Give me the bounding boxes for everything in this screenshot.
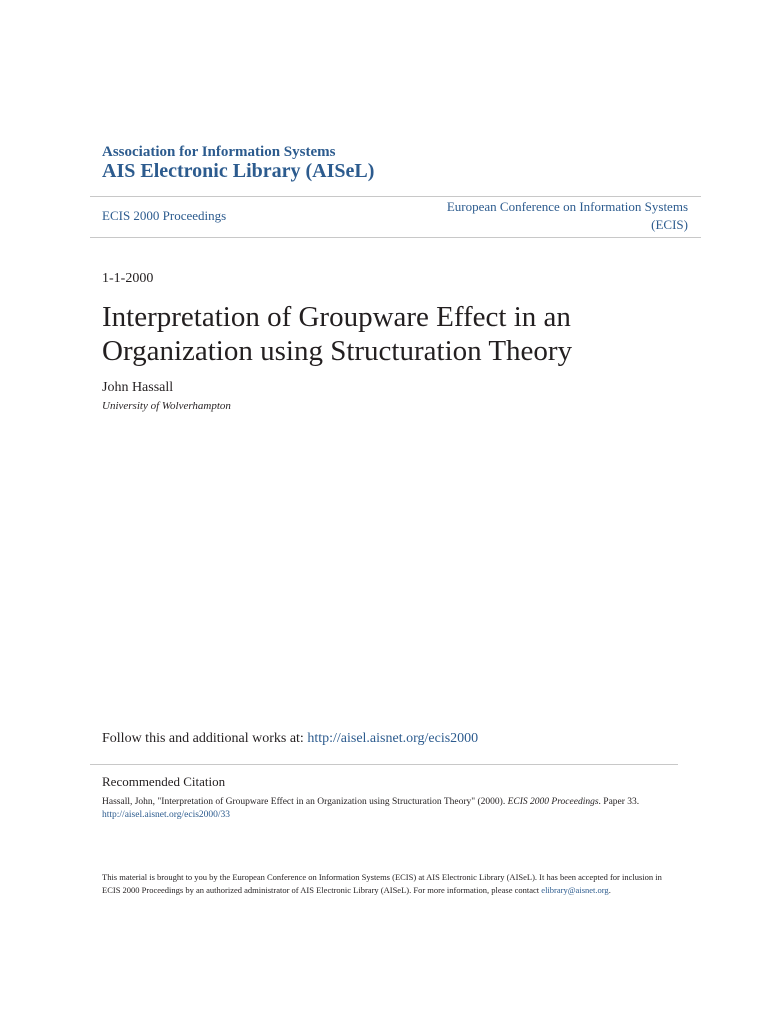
citation-text: Hassall, John, "Interpretation of Groupware Effect in an Organization using Structuration Theory" (2000). [102,797,508,807]
follow-link[interactable]: http://aisel.aisnet.org/ecis2000 [307,731,479,746]
notice-block [102,871,677,897]
author-affiliation: University of Wolverhampton [102,400,231,412]
contact-email-link[interactable]: elibrary@aisnet.org [541,885,609,895]
conference-line-1: European Conference on Information Systems [446,199,688,214]
citation-link[interactable]: http://aisel.aisnet.org/ecis2000/33 [102,810,231,820]
top-divider [90,196,701,197]
author-name: John Hassall [102,380,174,395]
paper-title: Interpretation of Groupware Effect in an Organization using Structuration Theory [102,301,573,367]
library-name[interactable]: AIS Electronic Library (AISeL) [102,160,375,182]
proceedings-link[interactable]: ECIS 2000 Proceedings [102,208,227,223]
recommended-citation-heading: Recommended Citation [102,774,226,789]
conference-link[interactable] [447,198,688,234]
notice-text: This material is brought to you by the European Conference on Information Systems (ECIS) at AIS Electronic Library (AISeL). It has been accepted for inclusion in ECIS 2000 Proceedings by an authorized administrator of AIS Electronic Library (AISeL). For more information, please contact [102,872,662,895]
citation-block [102,796,672,822]
notice-end: . [608,885,611,895]
citation-paper: . Paper 33. [598,797,640,807]
association-name: Association for Information Systems [102,144,336,160]
publication-date: 1-1-2000 [102,271,154,286]
conference-line-2: (ECIS) [651,217,688,232]
citation-divider [90,764,678,765]
citation-venue: ECIS 2000 Proceedings [507,797,599,807]
follow-line [102,731,478,747]
series-divider [90,237,701,238]
follow-label: Follow this and additional works at: [102,731,308,746]
